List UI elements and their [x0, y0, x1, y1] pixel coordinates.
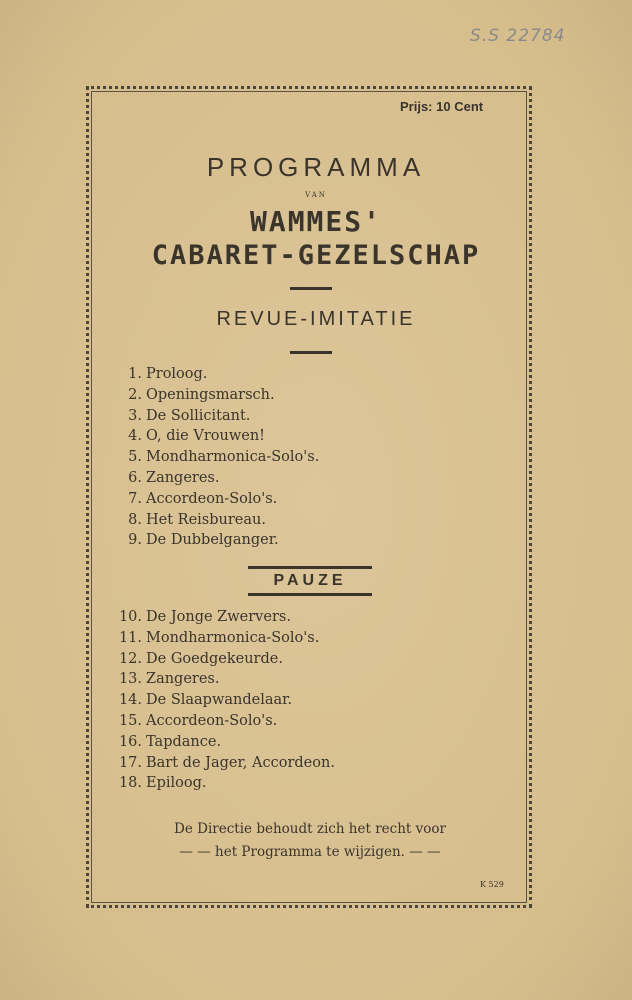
item-title: Proloog. — [146, 366, 208, 382]
program-item — [100, 406, 319, 427]
item-title: De Jonge Zwervers. — [146, 609, 291, 625]
item-title: De Dubbelganger. — [146, 532, 279, 549]
item-title: Epiloog. — [146, 775, 207, 792]
divider — [290, 287, 332, 290]
program-item — [100, 510, 319, 531]
item-number: 4. — [128, 428, 142, 445]
archive-reference: S.S 22784 — [470, 26, 566, 46]
item-title: Accordeon-Solo's. — [146, 712, 278, 729]
item-number: 2. — [128, 386, 142, 403]
divider — [290, 351, 332, 354]
item-title: Zangeres. — [146, 469, 220, 486]
program-item — [100, 489, 319, 510]
page-title: PROGRAMMA — [206, 152, 426, 182]
program-item — [100, 426, 319, 447]
item-number: 14. — [118, 692, 142, 709]
program-part2 — [100, 607, 335, 794]
company-name-line2: CABARET-GEZELSCHAP — [151, 240, 481, 271]
item-title: De Goedgekeurde. — [146, 650, 283, 667]
item-number: 8. — [128, 511, 142, 528]
item-title: Tapdance. — [146, 733, 222, 750]
item-number: 16. — [118, 733, 142, 750]
item-number: 12. — [118, 650, 142, 667]
item-title: Accordeon-Solo's. — [146, 490, 278, 507]
item-number: 7. — [128, 490, 142, 507]
item-title: Het Reisbureau. — [146, 511, 266, 528]
program-item — [100, 607, 335, 628]
disclaimer-line2: — — het Programma te wijzigen. — — — [179, 844, 441, 860]
program-item — [100, 447, 319, 468]
program-item — [100, 468, 319, 489]
item-number: 9. — [128, 532, 142, 549]
program-part1 — [100, 364, 319, 551]
program-item — [100, 773, 335, 794]
item-number: 17. — [118, 754, 142, 771]
program-item — [100, 711, 335, 732]
pause-heading: PAUZE — [248, 566, 372, 596]
item-title: De Slaapwandelaar. — [146, 692, 293, 709]
item-number: 18. — [118, 775, 142, 792]
item-number: 1. — [128, 366, 142, 382]
item-title: Mondharmonica-Solo's. — [146, 449, 320, 466]
van-label: VAN — [305, 191, 327, 199]
item-title: Bart de Jager, Accordeon. — [146, 754, 335, 771]
program-item — [100, 649, 335, 670]
program-item — [100, 690, 335, 711]
item-number: 6. — [128, 469, 142, 486]
disclaimer-line1: De Directie behoudt zich het recht voor — [174, 821, 446, 837]
company-name-line1: WAMMES' — [249, 205, 382, 238]
item-title: Mondharmonica-Solo's. — [146, 629, 320, 646]
subtitle: REVUE-IMITATIE — [216, 308, 416, 330]
item-number: 15. — [118, 712, 142, 729]
printer-code: K 529 — [480, 880, 504, 889]
program-item — [100, 385, 319, 406]
price: Prijs: 10 Cent — [400, 99, 484, 114]
program-item — [100, 530, 319, 551]
item-number: 5. — [128, 449, 142, 466]
item-title: Zangeres. — [146, 671, 220, 688]
item-number: 13. — [118, 671, 142, 688]
item-title: Openingsmarsch. — [146, 386, 275, 403]
program-item — [100, 732, 335, 753]
program-item — [100, 669, 335, 690]
item-title: O, die Vrouwen! — [146, 428, 265, 445]
program-item — [100, 628, 335, 649]
item-number: 3. — [128, 407, 142, 424]
item-title: De Sollicitant. — [146, 407, 251, 424]
item-number: 10. — [118, 609, 142, 625]
program-item — [100, 364, 319, 385]
program-item — [100, 753, 335, 774]
item-number: 11. — [118, 629, 142, 646]
